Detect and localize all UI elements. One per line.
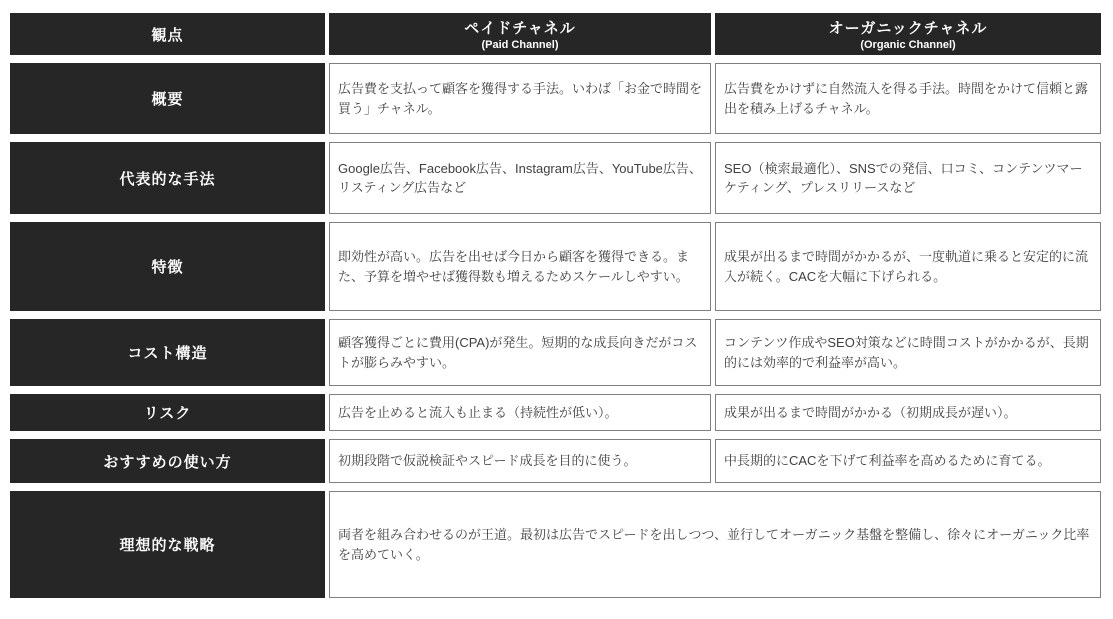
- cell-overview-organic: [715, 63, 1101, 134]
- paid-column-title: ペイドチャネル: [464, 20, 576, 37]
- cell-text: SEO（検索最適化）、SNSでの発信、口コミ、コンテンツマーケティング、プレスリリースなど: [724, 160, 1083, 195]
- cell-text: 広告を止めると流入も止まる（持続性が低い）。: [338, 404, 618, 420]
- cell-methods-organic: [715, 142, 1101, 214]
- row-label-text: おすすめの使い方: [103, 453, 232, 471]
- cell-cost-paid: [329, 319, 711, 386]
- corner-header-label: 観点: [151, 26, 184, 44]
- cell-recommended-organic: [715, 439, 1101, 483]
- cell-text: コンテンツ作成やSEO対策などに時間コストがかかるが、長期的には効率的で利益率が高い。: [724, 335, 1089, 370]
- row-label-cost-structure: [10, 319, 325, 386]
- row-label-text: 理想的な戦略: [119, 537, 216, 554]
- column-header-paid: [329, 13, 711, 55]
- row-label-text: コスト構造: [127, 345, 208, 362]
- row-label-text: リスク: [143, 405, 192, 422]
- cell-risk-paid: [329, 394, 711, 431]
- row-label-characteristics: [10, 222, 325, 311]
- cell-text: 即効性が高い。広告を出せば今日から顧客を獲得できる。また、予算を増やせば獲得数も増えるためスケールしやすい。: [338, 249, 690, 284]
- cell-cost-organic: [715, 319, 1101, 386]
- cell-text: 広告費を支払って顧客を獲得する手法。いわば「お金で時間を買う」チャネル。: [338, 81, 703, 116]
- cell-risk-organic: [715, 394, 1101, 431]
- cell-characteristics-paid: [329, 222, 711, 311]
- cell-text: 広告費をかけずに自然流入を得る手法。時間をかけて信頼と露出を積み上げるチャネル。: [724, 81, 1089, 116]
- row-label-risk: [10, 394, 325, 431]
- cell-text: 成果が出るまで時間がかかるが、一度軌道に乗ると安定的に流入が続く。CACを大幅に下げられる。: [724, 249, 1089, 284]
- cell-text: Google広告、Facebook広告、Instagram広告、YouTube広告、リスティング広告など: [338, 160, 702, 195]
- cell-text: 顧客獲得ごとに費用(CPA)が発生。短期的な成長向きだがコストが膨らみやすい。: [338, 335, 698, 370]
- row-label-overview: [10, 63, 325, 134]
- cell-characteristics-organic: [715, 222, 1101, 311]
- corner-header-cell: [10, 13, 325, 55]
- organic-column-title: オーガニックチャネル: [828, 20, 988, 37]
- cell-text: 初期段階で仮説検証やスピード成長を目的に使う。: [338, 453, 637, 469]
- organic-column-subtitle: (Organic Channel): [860, 39, 956, 51]
- row-label-text: 概要: [151, 91, 184, 108]
- row-label-ideal-strategy: [10, 491, 325, 598]
- paid-column-subtitle: (Paid Channel): [481, 39, 559, 51]
- cell-recommended-paid: [329, 439, 711, 483]
- cell-methods-paid: [329, 142, 711, 214]
- row-label-typical-methods: [10, 142, 325, 214]
- cell-overview-paid: [329, 63, 711, 134]
- row-label-recommended-use: [10, 439, 325, 483]
- row-label-text: 代表的な手法: [119, 170, 216, 188]
- paid-vs-organic-comparison-table: [10, 13, 1103, 598]
- row-label-text: 特徴: [151, 259, 184, 276]
- cell-text: 両者を組み合わせるのが王道。最初は広告でスピードを出しつつ、並行してオーガニック基盤を整備し、徐々にオーガニック比率を高めていく。: [338, 527, 1090, 562]
- cell-text: 中長期的にCACを下げて利益率を高めるために育てる。: [724, 453, 1051, 469]
- cell-ideal-strategy-spanned: [329, 491, 1101, 598]
- cell-text: 成果が出るまで時間がかかる（初期成長が遅い）。: [724, 404, 1017, 420]
- column-header-organic: [715, 13, 1101, 55]
